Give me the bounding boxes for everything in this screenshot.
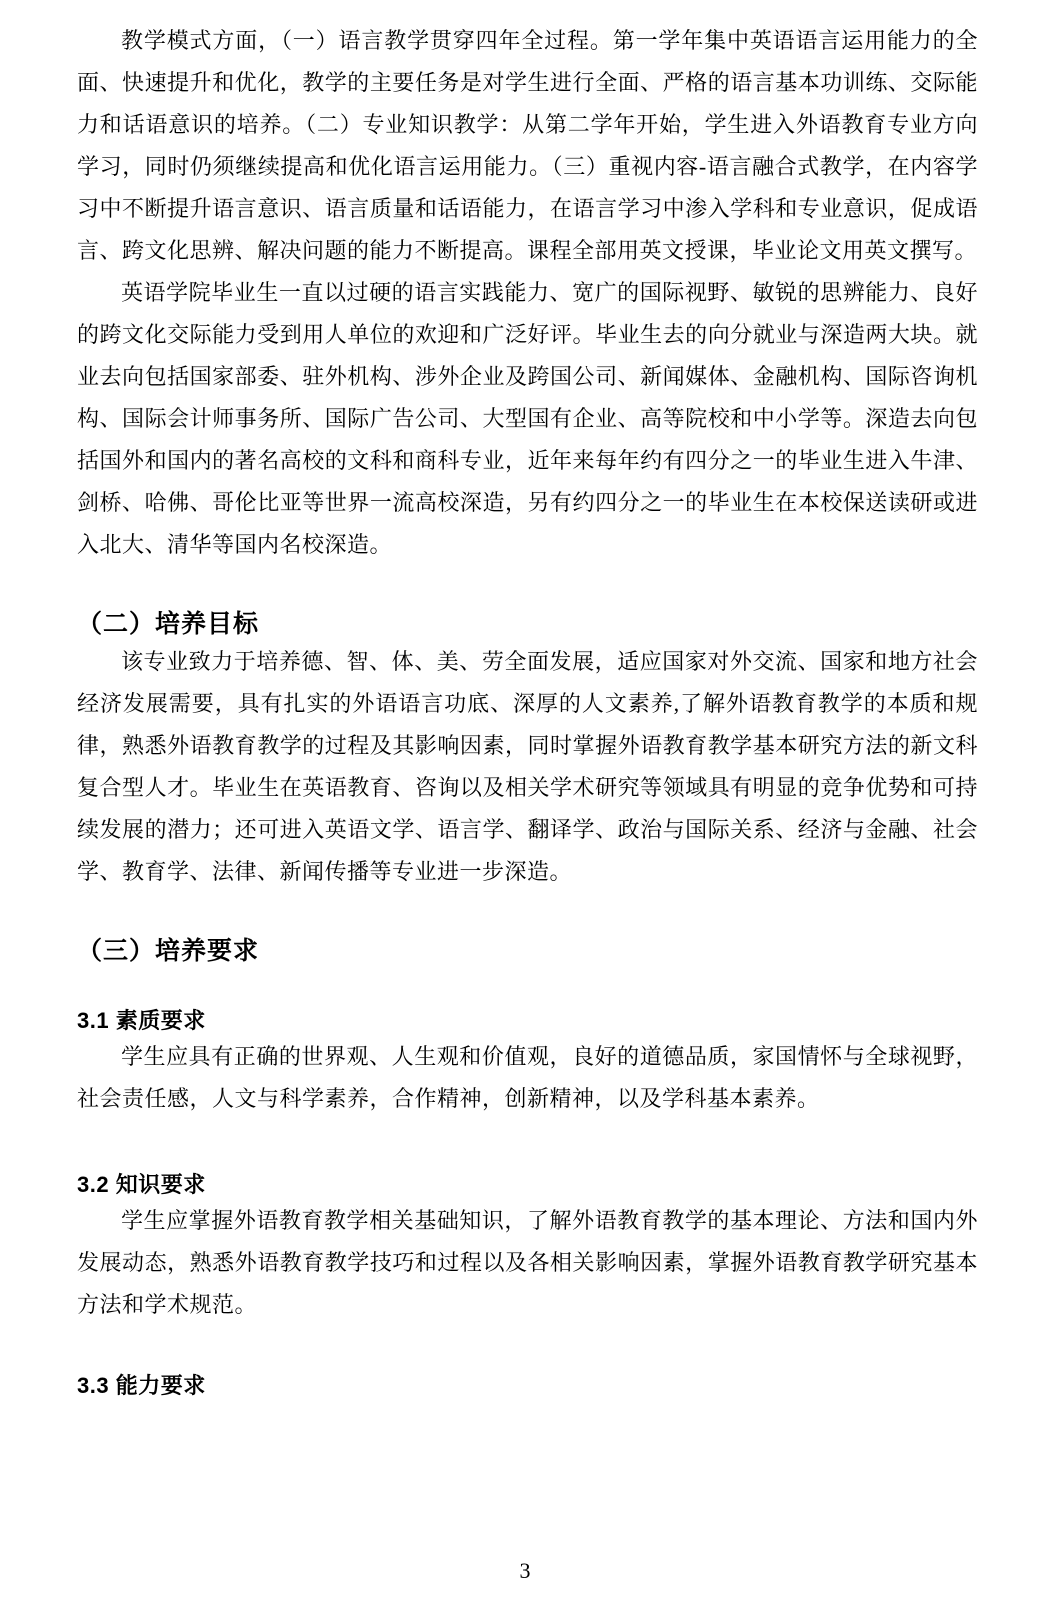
paragraph-quality-requirements: 学生应具有正确的世界观、人生观和价值观，良好的道德品质，家国情怀与全球视野，社会责任感，人文与科学素养，合作精神，创新精神，以及学科基本素养。 [77,1044,978,1111]
paragraph-teaching-model: 教学模式方面，（一）语言教学贯穿四年全过程。第一学年集中英语语言运用能力的全面、快速提升和优化，教学的主要任务是对学生进行全面、严格的语言基本功训练、交际能力和话语意识的培养。（二）专业知识教学：从第二学年开始，学生进入外语教育专业方向学习，同时仍须继续提高和优化语言运用能力。（三）重视内容-语言融合式教学，在内容学习中不断提升语言意识、语言质量和话语能力，在语言学习中渗入学科和专业意识，促成语言、跨文化思辨、解决问题的能力不断提高。课程全部用英文授课，毕业论文用英文撰写。 [77,28,978,263]
heading-training-objectives: （二）培养目标 [77,610,260,638]
heading-ability-requirements: 3.3 能力要求 [77,1373,206,1398]
heading-quality-requirements: 3.1 素质要求 [77,1008,206,1033]
heading-knowledge-requirements: 3.2 知识要求 [77,1172,206,1197]
page-number: 3 [519,1558,531,1583]
paragraph-knowledge-requirements: 学生应掌握外语教育教学相关基础知识，了解外语教育教学的基本理论、方法和国内外发展动态，熟悉外语教育教学技巧和过程以及各相关影响因素，掌握外语教育教学研究基本方法和学术规范。 [77,1208,978,1317]
heading-training-requirements: （三）培养要求 [77,937,260,965]
paragraph-graduates-destinations: 英语学院毕业生一直以过硬的语言实践能力、宽广的国际视野、敏锐的思辨能力、良好的跨文化交际能力受到用人单位的欢迎和广泛好评。毕业生去的向分就业与深造两大块。就业去向包括国家部委、驻外机构、涉外企业及跨国公司、新闻媒体、金融机构、国际咨询机构、国际会计师事务所、国际广告公司、大型国有企业、高等院校和中小学等。深造去向包括国外和国内的著名高校的文科和商科专业，近年来每年约有四分之一的毕业生进入牛津、剑桥、哈佛、哥伦比亚等世界一流高校深造，另有约四分之一的毕业生在本校保送读研或进入北大、清华等国内名校深造。 [77,280,978,557]
paragraph-training-objectives: 该专业致力于培养德、智、体、美、劳全面发展，适应国家对外交流、国家和地方社会经济发展需要，具有扎实的外语语言功底、深厚的人文素养,了解外语教育教学的本质和规律，熟悉外语教育教学的过程及其影响因素，同时掌握外语教育教学基本研究方法的新文科复合型人才。毕业生在英语教育、咨询以及相关学术研究等领域具有明显的竞争优势和可持续发展的潜力；还可进入英语文学、语言学、翻译学、政治与国际关系、经济与金融、社会学、教育学、法律、新闻传播等专业进一步深造。 [77,649,978,884]
